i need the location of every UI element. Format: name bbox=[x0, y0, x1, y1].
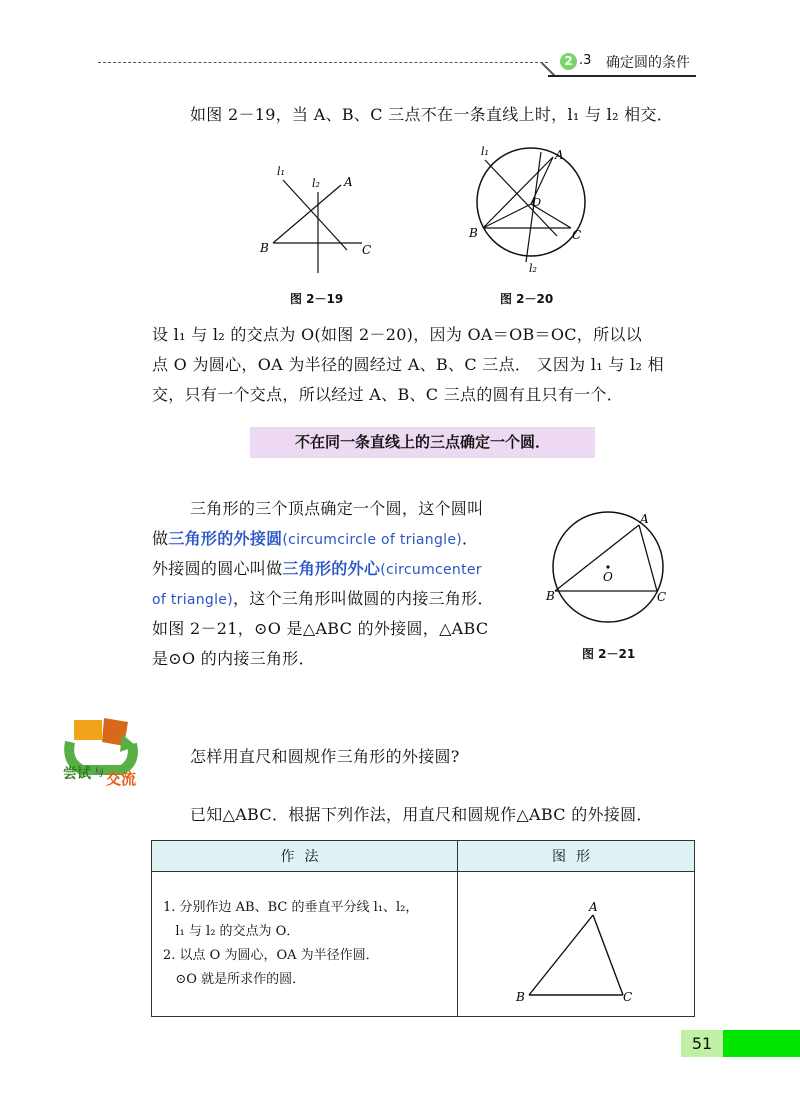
term-circumcircle: 三角形的外接圆 bbox=[168, 529, 283, 548]
proof-line-2: 点 O 为圆心，OA 为半径的圆经过 A、B、C 三点． 又因为 l₁ 与 l₂ 相 bbox=[152, 355, 664, 374]
label-b: B bbox=[516, 990, 525, 1004]
header-slant bbox=[541, 62, 555, 76]
radius-ob bbox=[483, 204, 531, 228]
logo-card-orange bbox=[74, 720, 102, 740]
page-number-bar bbox=[723, 1030, 800, 1057]
label-b: B bbox=[546, 589, 555, 603]
steps-list bbox=[153, 888, 456, 1000]
label-l2: l₂ bbox=[312, 177, 320, 190]
def-line-4 bbox=[152, 584, 494, 615]
step-line: 2. 以点 O 为圆心，OA 为半径作圆． bbox=[163, 948, 379, 963]
intro-text: 如图 2－19，当 A、B、C 三点不在一条直线上时，l₁ 与 l₂ 相交． bbox=[190, 105, 674, 124]
def-line-1: 三角形的三个顶点确定一个圆，这个圆叫 bbox=[190, 499, 484, 518]
label-l2: l₂ bbox=[529, 262, 537, 275]
def-text: 外接圆的圆心叫做 bbox=[152, 559, 283, 578]
caption-2-20: 图 2－20 bbox=[500, 292, 554, 306]
logo-text-exchange: 交流 bbox=[106, 770, 137, 788]
figure-2-21 bbox=[540, 505, 680, 635]
label-o: O bbox=[603, 570, 613, 584]
triangle-abc-figure bbox=[459, 873, 693, 1011]
side-ac bbox=[639, 525, 657, 591]
try-and-exchange-logo bbox=[62, 712, 144, 790]
label-c: C bbox=[623, 990, 633, 1004]
table-cell-steps bbox=[152, 872, 458, 1017]
label-l1: l₁ bbox=[481, 145, 489, 158]
section-title: 确定圆的条件 bbox=[606, 55, 690, 71]
caption-2-19: 图 2－19 bbox=[290, 292, 344, 306]
side-ab bbox=[529, 915, 593, 995]
section-badge: 2 bbox=[560, 53, 577, 70]
header-underline bbox=[548, 75, 696, 77]
eng-circumcenter: (circumcenter bbox=[380, 562, 482, 578]
label-a: A bbox=[555, 148, 564, 162]
label-o: O bbox=[532, 196, 542, 209]
step-line: 1. 分别作边 AB、BC 的垂直平分线 l₁、l₂， bbox=[163, 900, 419, 915]
def-text: ． bbox=[462, 529, 479, 548]
figure-2-19 bbox=[255, 155, 385, 280]
label-b: B bbox=[260, 241, 269, 255]
label-a: A bbox=[640, 512, 649, 526]
figure-2-20 bbox=[465, 140, 600, 280]
proof-line-1: 设 l₁ 与 l₂ 的交点为 O(如图 2－20)，因为 OA＝OB＝OC，所以以 bbox=[152, 325, 643, 344]
label-c: C bbox=[572, 228, 582, 242]
def-text: 做 bbox=[152, 529, 169, 548]
label-c: C bbox=[657, 590, 667, 604]
def-text: ，这个三角形叫做圆的内接三角形． bbox=[232, 589, 494, 608]
step-line: l₁ 与 l₂ 的交点为 O． bbox=[163, 924, 300, 939]
theorem-box: 不在同一条直线上的三点确定一个圆． bbox=[250, 427, 595, 458]
question-text: 怎样用直尺和圆规作三角形的外接圆? bbox=[190, 747, 460, 766]
construction-table bbox=[151, 840, 695, 1017]
center-point bbox=[606, 565, 609, 568]
def-line-3 bbox=[152, 554, 482, 585]
def-line-6: 是⊙O 的内接三角形． bbox=[152, 649, 315, 668]
label-c: C bbox=[362, 243, 372, 257]
section-number: .3 bbox=[579, 53, 592, 68]
label-a: A bbox=[589, 900, 598, 914]
step-line: ⊙O 就是所求作的圆． bbox=[163, 972, 306, 987]
term-circumcenter: 三角形的外心 bbox=[282, 559, 381, 578]
logo-text-try: 尝试 bbox=[63, 766, 91, 782]
caption-2-21: 图 2－21 bbox=[582, 647, 636, 661]
line-l1 bbox=[283, 180, 347, 250]
eng-circumcenter-end: of triangle) bbox=[152, 592, 233, 608]
def-line-2 bbox=[152, 524, 478, 555]
label-l1: l₁ bbox=[277, 165, 285, 178]
task-text: 已知△ABC．根据下列作法，用直尺和圆规作△ABC 的外接圆． bbox=[190, 805, 653, 824]
eng-circumcircle: (circumcircle of triangle) bbox=[282, 532, 462, 548]
side-ab bbox=[555, 525, 639, 591]
side-ab bbox=[483, 157, 553, 228]
table-header-row bbox=[152, 841, 695, 872]
label-b: B bbox=[469, 226, 478, 240]
def-line-5: 如图 2－21，⊙O 是△ABC 的外接圆，△ABC bbox=[152, 619, 489, 638]
label-a: A bbox=[344, 175, 353, 189]
table-row bbox=[152, 872, 695, 1017]
table-header-figure: 图形 bbox=[458, 841, 695, 872]
logo-text-and: 与 bbox=[94, 768, 104, 779]
circumcircle bbox=[477, 148, 585, 256]
table-header-method: 作法 bbox=[152, 841, 458, 872]
proof-line-3: 交，只有一个交点，所以经过 A、B、C 三点的圆有且只有一个． bbox=[152, 385, 624, 404]
table-cell-figure bbox=[458, 872, 695, 1017]
side-ac bbox=[593, 915, 623, 995]
page-number: 51 bbox=[681, 1030, 723, 1057]
header-rule bbox=[98, 62, 548, 63]
section-header bbox=[548, 48, 708, 76]
side-ab bbox=[273, 185, 341, 243]
